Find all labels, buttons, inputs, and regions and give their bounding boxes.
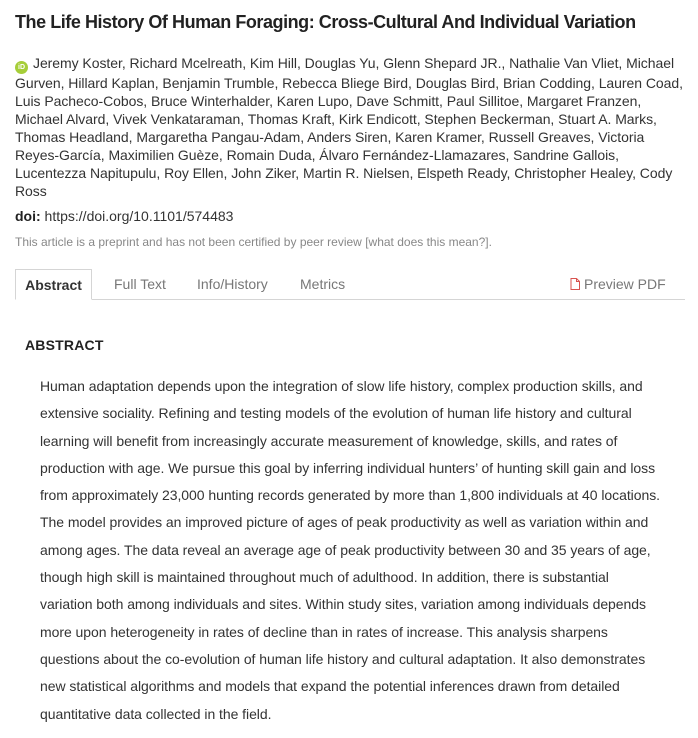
doi-link[interactable]: https://doi.org/10.1101/574483 xyxy=(44,208,234,224)
author-list xyxy=(15,54,690,200)
orcid-icon[interactable]: iD xyxy=(15,61,28,74)
notice-link[interactable]: [what does this mean?] xyxy=(365,235,489,249)
notice-text: This article is a preprint and has not been certified by peer review xyxy=(15,235,362,249)
tab-metrics[interactable]: Metrics xyxy=(300,276,346,292)
doi-line xyxy=(15,207,233,225)
doi-label: doi: xyxy=(15,208,41,224)
tab-info-history[interactable]: Info/History xyxy=(197,276,268,292)
article-tabs xyxy=(15,269,685,300)
tab-full-text[interactable]: Full Text xyxy=(114,276,166,292)
abstract-heading: ABSTRACT xyxy=(25,337,104,353)
abstract-body: Human adaptation depends upon the integration of slow life history, complex production skills, and extensive sociality. Refining and testing models of the evolution of human life history and cultural learning will benefit from increasingly accurate measurement of knowledge, skills, and rates of production with age. We pursue this goal by inferring individual hunters’ of hunting skill gain and loss from approximately 23,000 hunting records generated by more than 1,800 individuals at 40 locations. The model provides an improved picture of ages of peak productivity as well as variation within and among ages. The data reveal an average age of peak productivity between 30 and 35 years of age, though high skill is maintained throughout much of adulthood. In addition, there is substantial variation both among individuals and sites. Within study sites, variation among individuals depends more upon heterogeneity in rates of decline than in rates of increase. This analysis sharpens questions about the co-evolution of human life history and cultural adaptation. It also demonstrates new statistical algorithms and models that expand the potential inferences drawn from detailed quantitative data collected in the field. xyxy=(40,378,660,722)
preview-pdf-button[interactable] xyxy=(570,269,666,300)
preprint-notice xyxy=(15,234,492,250)
pdf-file-icon xyxy=(570,278,580,290)
preview-pdf-label: Preview PDF xyxy=(584,276,666,292)
authors-text[interactable]: Jeremy Koster, Richard Mcelreath, Kim Hill, Douglas Yu, Glenn Shepard JR., Nathalie Van Vliet, Michael Gurven, Hillard Kaplan, Benjamin Trumble, Rebecca Bliege Bird, Douglas Bird, Brian Codding, Lauren Coad, Luis Pacheco-Cobos, Bruce Winterhalder, Karen Lupo, Dave Schmitt, Paul Sillitoe, Margaret Franzen, Michael Alvard, Vivek Venkataraman, Thomas Kraft, Kirk Endicott, Stephen Beckerman, Stuart A. Marks, Thomas Headland, Margaretha Pangau-Adam, Anders Siren, Karen Kramer, Russell Greaves, Victoria Reyes-García, Maximilien Guèze, Romain Duda, Álvaro Fernández-Llamazares, Sandrine Gallois, Lucentezza Napitupulu, Roy Ellen, John Ziker, Martin R. Nielsen, Elspeth Ready, Christopher Healey, Cody Ross xyxy=(15,55,683,199)
article-title: The Life History Of Human Foraging: Cross-Cultural And Individual Variation xyxy=(15,12,636,32)
notice-period: . xyxy=(488,235,492,249)
tab-abstract[interactable]: Abstract xyxy=(15,269,92,300)
